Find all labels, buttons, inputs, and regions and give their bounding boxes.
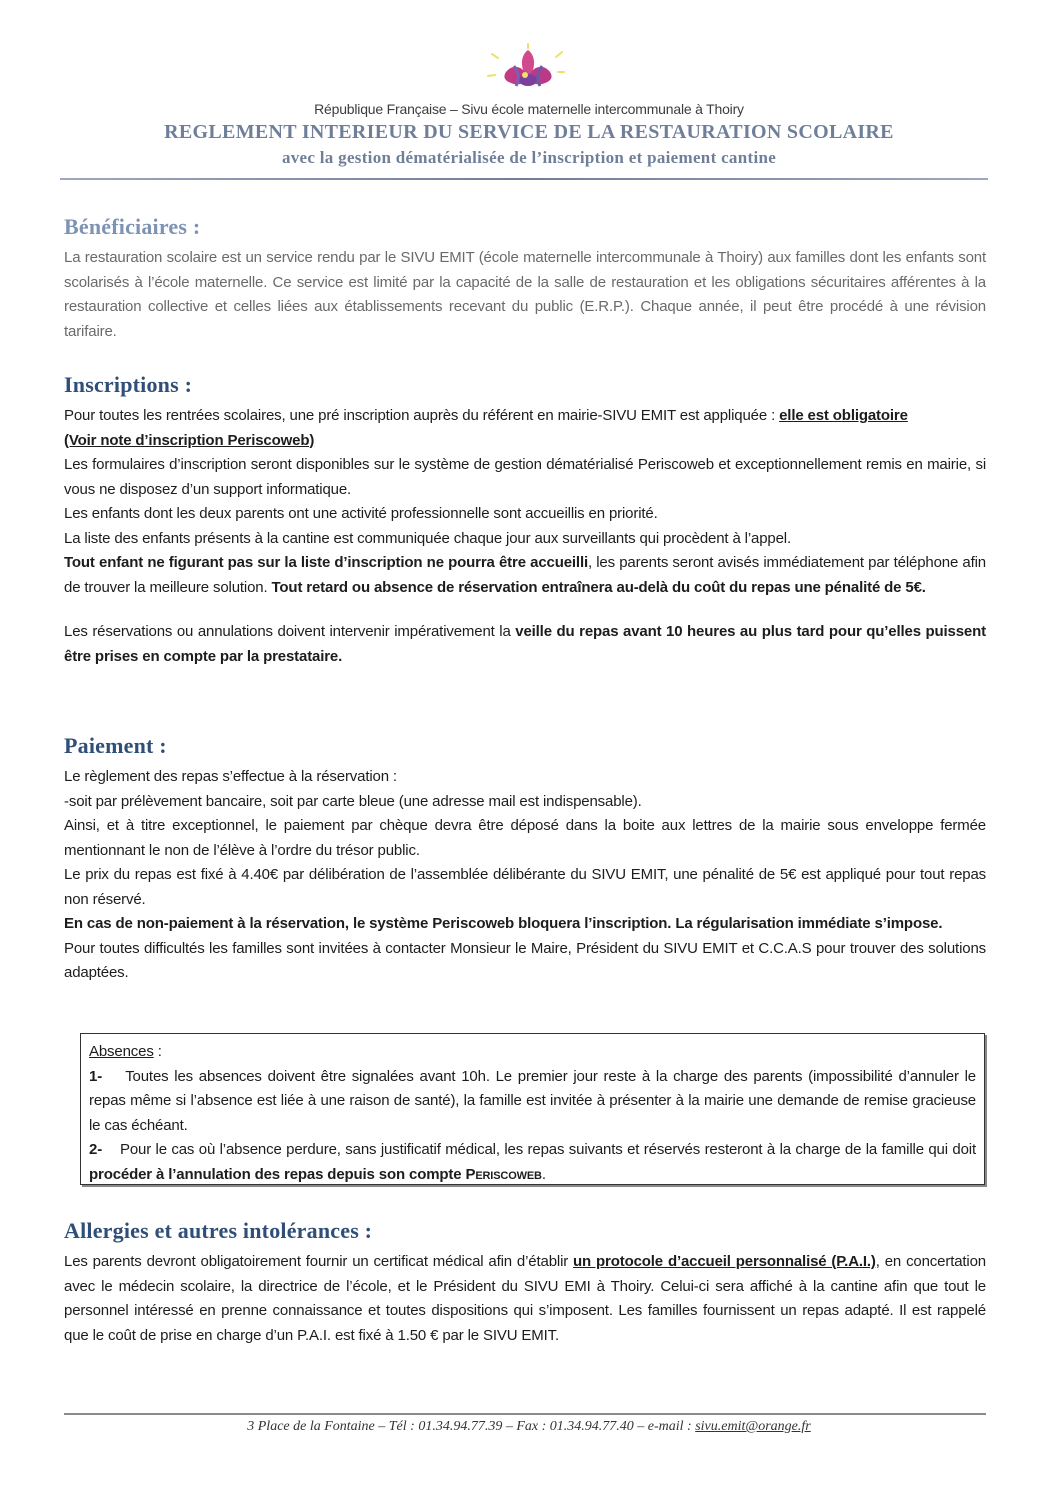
absences-item-2-number: 2-: [89, 1141, 103, 1158]
sivu-logo-flower: [478, 42, 578, 94]
absences-item-1-number: 1-: [89, 1067, 103, 1085]
allergies-p1-start: Les parents devront obligatoirement fournir un certificat médical afin d’établir: [64, 1253, 574, 1270]
heading-inscriptions: Inscriptions :: [64, 372, 193, 397]
absences-label: Absences: [89, 1043, 154, 1060]
heading-allergies: Allergies et autres intolérances :: [64, 1218, 373, 1243]
footer-contact: [0, 1419, 1058, 1435]
paragraph-inscriptions-3: Les enfants dont les deux parents ont une activité professionnelle sont accueillis en priorité.: [64, 505, 658, 522]
inscriptions-obligatoire: elle est obligatoire: [779, 407, 908, 424]
paragraph-inscriptions-5: [64, 551, 986, 600]
paragraph-beneficiaires: La restauration scolaire est un service rendu par le SIVU EMIT (école maternelle intercommunale à Thoiry) aux familles dont les enfants sont scolarisés à l’école maternelle. Ce service est limité par la capacité de la salle de restauration et les obligations sécuritaires afférentes à la restauration collective et celles liées aux établissements recevant du public (E.R.P.). Chaque année, il peut être procédé à une révision tarifaire.: [64, 249, 986, 340]
document-subtitle: avec la gestion dématérialisée de l’inscription et paiement cantine: [281, 148, 777, 167]
inscriptions-p1-text: Pour toutes les rentrées scolaires, une pré inscription auprès du référent en mairie-SIVU EMIT est appliquée :: [64, 407, 780, 424]
paragraph-paiement-2: -soit par prélèvement bancaire, soit par carte bleue (une adresse mail est indispensable).: [64, 792, 642, 810]
inscriptions-p6-start: Les réservations ou annulations doivent intervenir impérativement la: [64, 623, 516, 640]
paragraph-inscriptions-2: Les formulaires d’inscription seront disponibles sur le système de gestion dématérialisé Periscoweb et exceptionnellement remis en mairie, si vous ne disposez d’un support informatique.: [64, 456, 986, 498]
absences-item-2-brand: Periscoweb: [465, 1165, 542, 1183]
footer-address: 3 Place de la Fontaine – Tél : 01.34.94.77.39 – Fax : 01.34.94.77.40 – e-mail :: [247, 1419, 696, 1434]
paragraph-paiement-4: Le prix du repas est fixé à 4.40€ par délibération de l’assemblée délibérante du SIVU EMIT, une pénalité de 5€ est appliqué pour tout repas non réservé.: [64, 866, 986, 908]
absences-item-2: [89, 1138, 976, 1187]
heading-paiement: Paiement :: [64, 733, 167, 758]
paragraph-paiement-6: Pour toutes difficultés les familles sont invitées à contacter Monsieur le Maire, Président du SIVU EMIT et C.C.A.S pour trouver des solutions adaptées.: [64, 939, 986, 981]
inscriptions-p5-bold2: Tout retard ou absence de réservation entraînera au-delà du coût du repas une pénalité de 5€.: [271, 578, 926, 596]
footer-divider: [64, 1413, 986, 1415]
section-beneficiaires: [64, 214, 986, 344]
absences-box: [80, 1033, 985, 1185]
paragraph-inscriptions-1: [64, 404, 986, 429]
paragraph-allergies: [64, 1250, 986, 1348]
paragraph-inscriptions-note: [64, 429, 986, 454]
paragraph-inscriptions-4: La liste des enfants présents à la cantine est communiquée chaque jour aux surveillants qui procèdent à l’appel.: [64, 529, 791, 547]
header-divider: [60, 178, 988, 180]
inscriptions-p6-bold: veille du repas avant 10 heures au plus tard pour qu’elles puissent être prises en compte par la prestataire.: [64, 623, 986, 665]
paragraph-paiement-1: Le règlement des repas s’effectue à la réservation :: [64, 768, 397, 785]
inscriptions-p5-bold: Tout enfant ne figurant pas sur la liste d’inscription ne pourra être accueilli: [64, 554, 588, 571]
absences-item-1-text: Toutes les absences doivent être signalées avant 10h. Le premier jour reste à la charge des parents (impossibilité d’annuler le repas même si l’absence est liée à une raison de santé), la famille est invitée à présenter à la mairie une demande de remise gracieuse le cas échéant.: [89, 1067, 976, 1134]
section-inscriptions: [64, 372, 986, 669]
absences-label-line: [89, 1040, 976, 1065]
paragraph-inscriptions-6: [64, 620, 986, 669]
document-title: REGLEMENT INTERIEUR DU SERVICE DE LA RESTAURATION SCOLAIRE: [164, 121, 894, 143]
paragraph-paiement-5: En cas de non-paiement à la réservation, le système Periscoweb bloquera l’inscription. La régularisation immédiate s’impose.: [64, 915, 943, 932]
absences-item-1: [89, 1065, 976, 1139]
absences-item-2-bold: procéder à l’annulation des repas depuis son compte: [89, 1165, 466, 1183]
heading-beneficiaires: Bénéficiaires :: [64, 214, 201, 239]
section-allergies: [64, 1218, 986, 1348]
absences-label-suffix: :: [153, 1043, 162, 1060]
inscriptions-p5-mid: , les parents seront avisés immédiatement par téléphone afin de trouver la meilleure solution.: [64, 554, 986, 596]
absences-item-2-end: .: [541, 1165, 546, 1183]
absences-item-2-text: Pour le cas où l’absence perdure, sans justificatif médical, les repas suivants et réservés resteront à la charge de la famille qui doit: [119, 1141, 976, 1158]
paragraph-paiement-3: Ainsi, et à titre exceptionnel, le paiement par chèque devra être déposé dans la boite aux lettres de la mairie sous enveloppe fermée mentionnant le non de l’élève à l’ordre du trésor public.: [64, 817, 986, 859]
allergies-pai-link: un protocole d’accueil personnalisé (P.A.I.): [573, 1253, 876, 1270]
inscriptions-note-periscoweb: (Voir note d’inscription Periscoweb): [64, 431, 315, 449]
allergies-p1-end: , en concertation avec le médecin scolaire, la directrice de l’école, et le Président du SIVU EMI à Thoiry. Celui-ci sera affiché à la cantine afin que tout le personnel intéressé en prenne connaissance et toutes dispositions qui s’imposent. Les familles fournissent un repas adapté. Il est rappelé que le coût de prise en charge d’un P.A.I. est fixé à 1.50 € par le SIVU EMIT.: [64, 1253, 986, 1344]
footer-email-link[interactable]: sivu.emit@orange.fr: [695, 1419, 811, 1434]
spacer: [64, 600, 986, 620]
header-subline: République Française – Sivu école maternelle intercommunale à Thoiry: [314, 101, 744, 117]
section-paiement: [64, 733, 986, 986]
